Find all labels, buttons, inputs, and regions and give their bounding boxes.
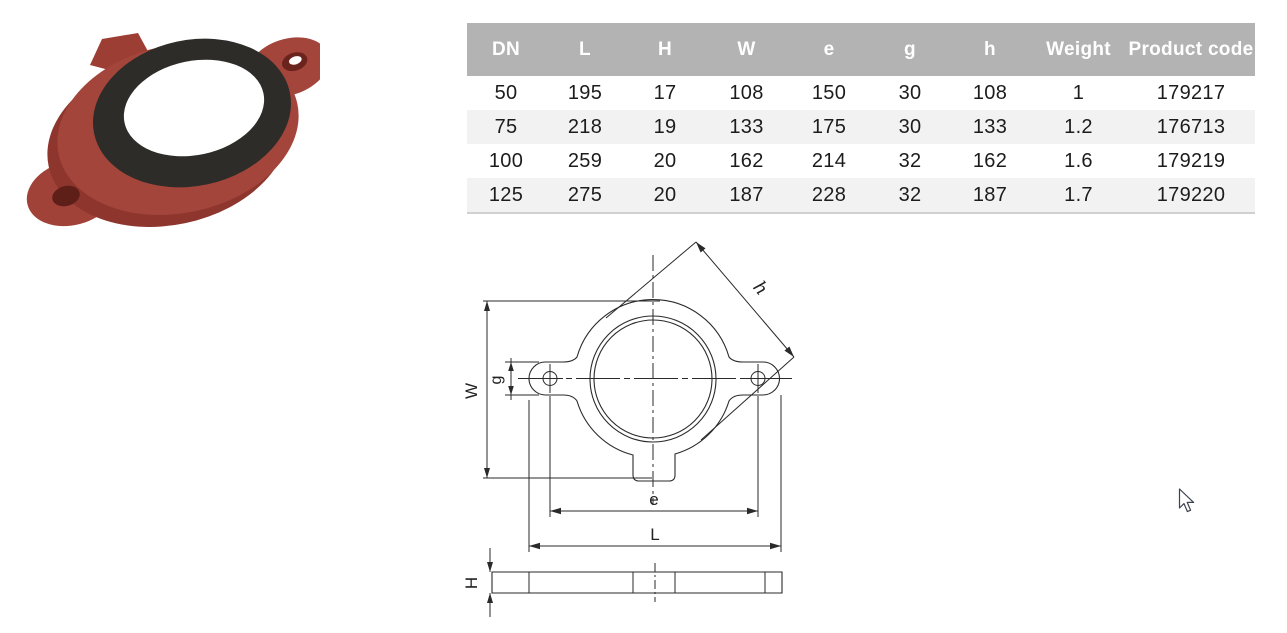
dimension-label-L: L <box>650 525 660 544</box>
product-photo <box>20 15 320 230</box>
dimension-L <box>529 395 781 552</box>
col-header-e: e <box>788 23 870 76</box>
technical-drawing <box>460 230 1020 630</box>
table-header-row <box>467 23 1255 76</box>
bolt-hole-left-crosshair <box>537 364 563 393</box>
col-header-l: L <box>545 23 625 76</box>
col-header-g: g <box>870 23 950 76</box>
dimension-h <box>606 240 796 440</box>
dimension-label-g: g <box>488 375 505 385</box>
flange-outline <box>529 300 780 481</box>
table-row: 125 275 20 187 228 32 187 1.7 179220 <box>467 178 1255 213</box>
dimension-label-h: h <box>748 277 772 300</box>
col-header-dn: DN <box>467 23 545 76</box>
dimension-label-W: W <box>462 382 481 400</box>
dimension-label-e: e <box>649 490 659 509</box>
col-header-product-code: Product code <box>1127 23 1255 76</box>
mouse-cursor-icon <box>1178 488 1200 516</box>
dimension-label-H: H <box>462 576 481 590</box>
col-header-w: W <box>705 23 788 76</box>
dimension-e <box>550 396 758 517</box>
col-header-h-upper: H <box>625 23 705 76</box>
side-view <box>492 563 782 602</box>
table-row: 100 259 20 162 214 32 162 1.6 179219 <box>488 149 1226 172</box>
dimension-H <box>462 548 493 617</box>
spec-table <box>467 23 1255 214</box>
table-row: 50 195 17 108 150 30 108 1 179217 <box>494 81 1226 104</box>
col-header-h-lower: h <box>950 23 1030 76</box>
table-row: 75 218 19 133 175 30 133 1.2 176713 <box>467 110 1255 144</box>
col-header-weight: Weight <box>1030 23 1127 76</box>
dimension-W <box>462 301 660 478</box>
